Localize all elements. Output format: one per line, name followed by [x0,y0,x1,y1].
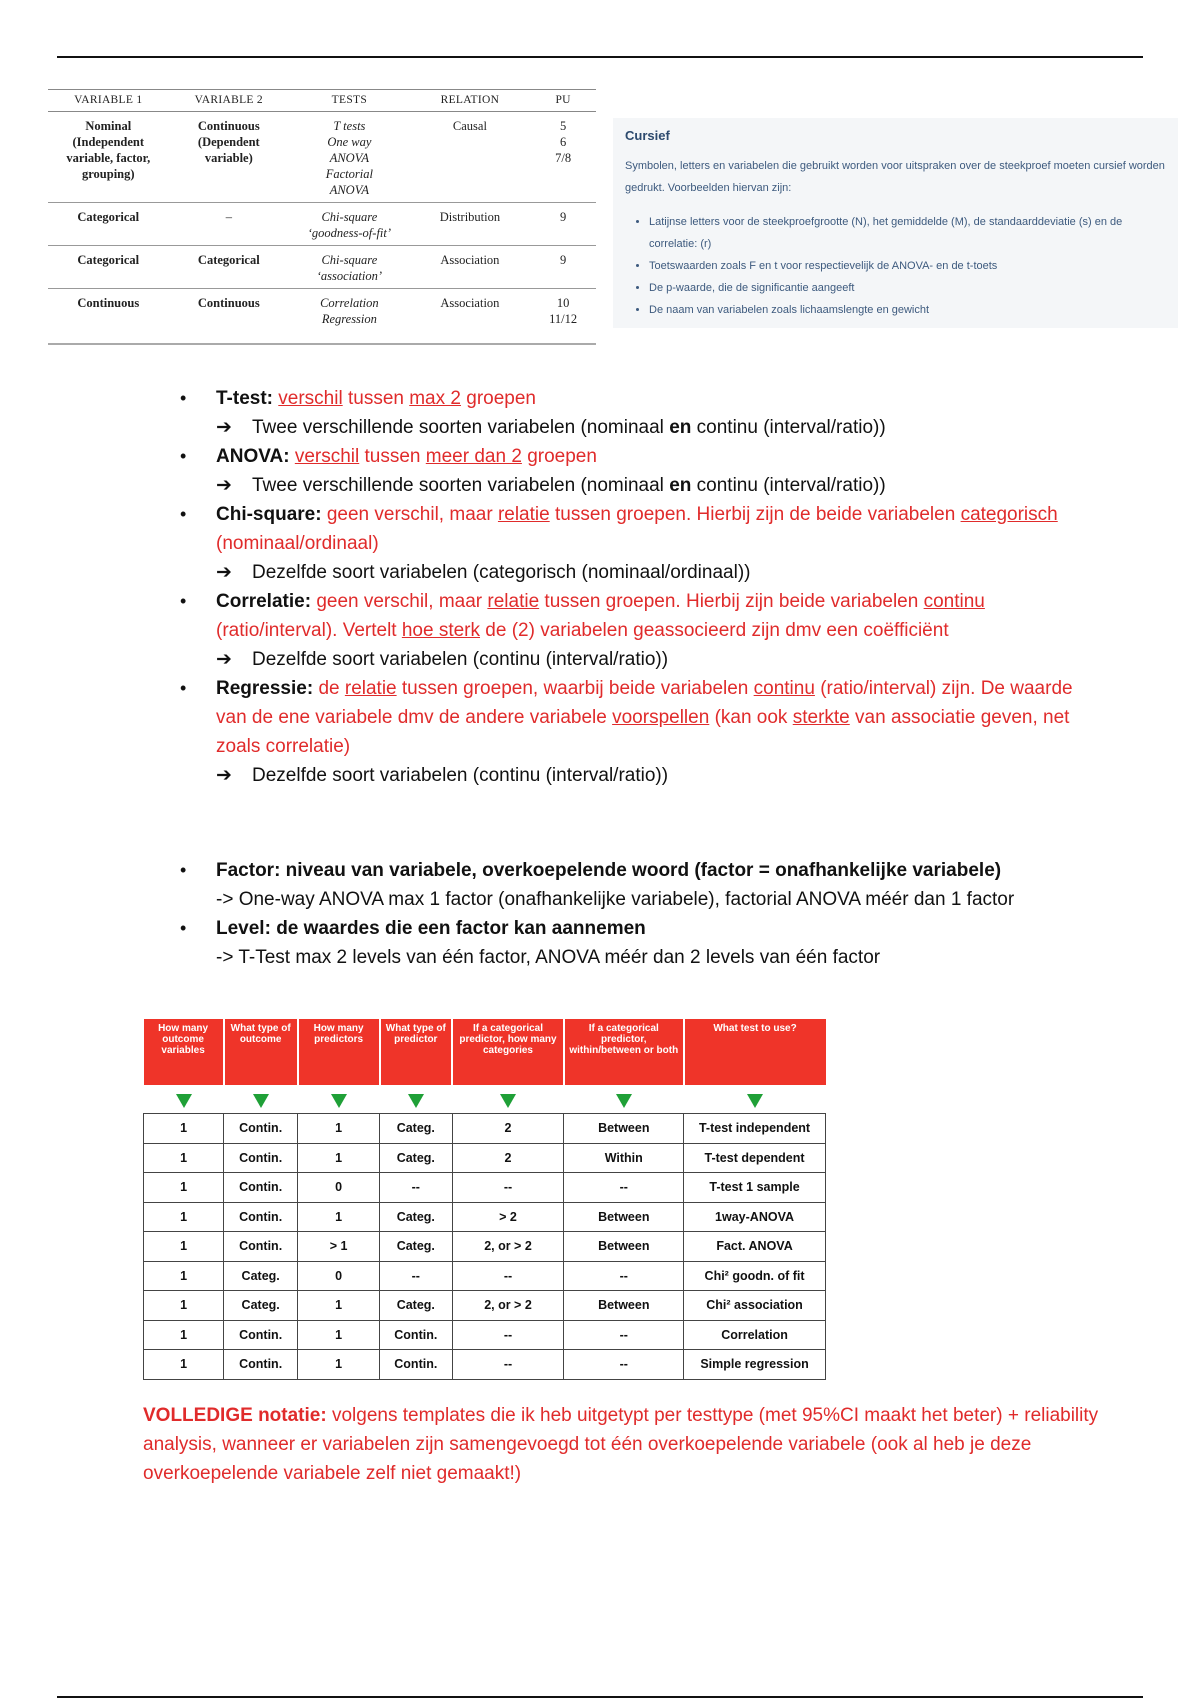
table2-cell: Contin. [224,1173,298,1203]
table2-header: How many predictors [298,1019,380,1085]
arrow-right-icon: ➔ [216,475,232,496]
table-row [144,1114,826,1144]
table1-cell: Distribution [410,203,531,246]
table2-cell: -- [380,1173,452,1203]
table2-cell: Contin. [224,1143,298,1173]
table2-cell: -- [452,1173,564,1203]
table1-cell: – [169,203,290,246]
sub-item: ➔ Twee verschillende soorten variabelen (nominaal en continu (interval/ratio)) [180,413,1080,442]
table2-cell: > 2 [452,1202,564,1232]
table2-cell: Simple regression [684,1350,826,1380]
bullet-chi-square: • Chi-square: geen verschil, maar relatie tussen groepen. Hierbij zijn de beide variabelen categorisch (nominaal/ordinaal) ➔ Dezelfde soort variabelen (categorisch (nominaal/ordinaal)) [180,500,1080,587]
bullet-anova: • ANOVA: verschil tussen meer dan 2 groepen ➔ Twee verschillende soorten variabelen (nominaal en continu (interval/ratio)) [180,442,1080,500]
arrow-right-icon: ➔ [216,649,232,670]
table2-cell: Within [564,1143,684,1173]
down-arrow-icon [224,1085,298,1114]
table-row [144,1143,826,1173]
table-row [144,1232,826,1262]
table2-cell: 2 [452,1114,564,1144]
cursief-intro: Symbolen, letters en variabelen die gebruikt worden voor uitspraken over de steekproef moeten cursief worden gedrukt. Voorbeelden hiervan zijn: [625,160,1165,194]
arrow-right-icon: ➔ [216,562,232,583]
table2-cell: Contin. [380,1320,452,1350]
sub-item: ➔ Dezelfde soort variabelen (categorisch (nominaal/ordinaal)) [180,558,1080,587]
table2-header: If a categorical predictor, how many categories [452,1019,564,1085]
table2-cell: Categ. [380,1232,452,1262]
table2-cell: Contin. [224,1232,298,1262]
table-row [144,1261,826,1291]
table2-cell: T-test independent [684,1114,826,1144]
sub-item: ➔ Dezelfde soort variabelen (continu (interval/ratio)) [180,645,1080,674]
list-item: • De p-waarde, die de significantie aangeeft [649,277,1170,299]
table2-cell: -- [564,1320,684,1350]
table2-cell: Between [564,1202,684,1232]
table1-cell: Categorical [48,246,169,289]
table1-cell: Association [410,289,531,345]
sub-item: ➔ Dezelfde soort variabelen (continu (interval/ratio)) [180,761,1080,790]
table1-cell: 9 [530,203,596,246]
table2-cell: Chi² goodn. of fit [684,1261,826,1291]
table2-cell: 2, or > 2 [452,1232,564,1262]
table2-cell: -- [564,1173,684,1203]
table-row [144,1202,826,1232]
list-item: • Latijnse letters voor de steekproefgrootte (N), het gemiddelde (M), de standaarddeviatie (s) en de correlatie: (r) [649,211,1170,255]
cursief-list [619,211,1170,321]
table1-cell: Continuous [169,289,290,345]
tests-overview-table [48,89,596,345]
table1-cell: T tests One way ANOVA Factorial ANOVA [289,112,410,203]
table2-cell: Categ. [380,1114,452,1144]
table1-cell: Causal [410,112,531,203]
down-arrow-icon [298,1085,380,1114]
table1-cell: Chi-square ‘goodness-of-fit’ [289,203,410,246]
test-selection-table-wrap [143,1019,826,1380]
table2-cell: 1way-ANOVA [684,1202,826,1232]
table-row [48,112,596,203]
table1-cell: Nominal (Independent variable, factor, grouping) [48,112,169,203]
table2-cell: Categ. [224,1261,298,1291]
table1-header: PU [530,90,596,112]
down-arrow-icon [684,1085,826,1114]
table-row [144,1320,826,1350]
list-item: • De naam van variabelen zoals lichaamslengte en gewicht [649,299,1170,321]
table2-cell: Categ. [224,1291,298,1321]
table2-cell: Contin. [224,1202,298,1232]
bullet-ttest: • T-test: verschil tussen max 2 groepen ➔ Twee verschillende soorten variabelen (nominaal en continu (interval/ratio)) [180,384,1080,442]
table1-cell: Association [410,246,531,289]
top-rule [57,56,1143,58]
table2-cell: 1 [144,1320,224,1350]
table2-cell: -- [564,1350,684,1380]
factor-explanation: -> One-way ANOVA max 1 factor (onafhankelijke variabele), factorial ANOVA méér dan 1 factor [216,889,1015,910]
table2-cell: Between [564,1232,684,1262]
table2-cell: 1 [144,1173,224,1203]
table2-cell: T-test 1 sample [684,1173,826,1203]
bullet-correlatie: • Correlatie: geen verschil, maar relatie tussen groepen. Hierbij zijn beide variabelen continu (ratio/interval). Vertelt hoe sterk de (2) variabelen geassocieerd zijn dmv een coëfficiënt ➔ Dezelfde soort variabelen (continu (interval/ratio)) [180,587,1080,674]
table1-cell: Continuous (Dependent variable) [169,112,290,203]
arrow-right-icon: ➔ [216,417,232,438]
table-row [144,1291,826,1321]
down-arrow-icon [564,1085,684,1114]
table1-header: VARIABLE 2 [169,90,290,112]
table2-cell: 1 [144,1232,224,1262]
table2-cell: 1 [144,1202,224,1232]
list-item: • Toetswaarden zoals F en t voor respectievelijk de ANOVA- en de t-toets [649,255,1170,277]
table1-header: RELATION [410,90,531,112]
factor-level-list [180,856,1080,972]
bullet-regressie: • Regressie: de relatie tussen groepen, waarbij beide variabelen continu (ratio/interval) zijn. De waarde van de ene variabele dmv de andere variabele voorspellen (kan ook sterkte van associatie geven, net zoals correlatie) ➔ Dezelfde soort variabelen (continu (interval/ratio)) [180,674,1080,790]
table1-cell: Categorical [169,246,290,289]
table2-header: What type of outcome [224,1019,298,1085]
table2-cell: Correlation [684,1320,826,1350]
table2-cell: 1 [298,1114,380,1144]
table2-cell: 1 [144,1261,224,1291]
table2-cell: Chi² association [684,1291,826,1321]
level-explanation: -> T-Test max 2 levels van één factor, ANOVA méér dan 2 levels van één factor [216,947,881,968]
down-arrow-icon [452,1085,564,1114]
volledige-notatie: VOLLEDIGE notatie: volgens templates die ik heb uitgetypt per testtype (met 95%CI maakt het beter) + reliability analysis, wanneer er variabelen zijn samengevoegd tot één overkoepelende variabele (ook al heb je deze overkoepelende variabele zelf niet gemaakt!) [143,1405,1099,1484]
table2-cell: -- [452,1261,564,1291]
table-row [48,203,596,246]
test-selection-table [143,1019,826,1380]
table2-cell: Contin. [224,1350,298,1380]
tests-bullet-list [180,384,1080,790]
table2-cell: 1 [144,1114,224,1144]
table2-header: How many outcome variables [144,1019,224,1085]
table2-cell: Categ. [380,1202,452,1232]
table2-cell: 1 [298,1291,380,1321]
bottom-rule [57,1696,1143,1698]
table2-cell: Contin. [224,1114,298,1144]
table2-header: What test to use? [684,1019,826,1085]
table2-cell: -- [452,1320,564,1350]
sub-item: ➔ Twee verschillende soorten variabelen (nominaal en continu (interval/ratio)) [180,471,1080,500]
table2-cell: > 1 [298,1232,380,1262]
table2-cell: 1 [298,1350,380,1380]
table2-header: If a categorical predictor, within/between or both [564,1019,684,1085]
table2-cell: 1 [144,1143,224,1173]
table2-cell: 1 [298,1202,380,1232]
table2-cell: T-test dependent [684,1143,826,1173]
arrow-right-icon: ➔ [216,765,232,786]
table2-cell: -- [564,1261,684,1291]
table1-header: TESTS [289,90,410,112]
table2-cell: 1 [144,1350,224,1380]
table2-cell: 1 [298,1320,380,1350]
down-arrow-icon [144,1085,224,1114]
table1-cell: 10 11/12 [530,289,596,345]
table2-cell: 0 [298,1173,380,1203]
table2-header: What type of predictor [380,1019,452,1085]
table2-cell: 1 [298,1143,380,1173]
table2-cell: Contin. [380,1350,452,1380]
table1-cell: 9 [530,246,596,289]
table2-cell: Categ. [380,1291,452,1321]
bullet-level: • Level: de waardes die een factor kan aannemen -> T-Test max 2 levels van één factor, ANOVA méér dan 2 levels van één factor [180,914,1080,972]
table1-cell: Correlation Regression [289,289,410,345]
table2-cell: 0 [298,1261,380,1291]
down-arrow-icon [380,1085,452,1114]
table2-cell: Contin. [224,1320,298,1350]
table-row [48,246,596,289]
cursief-title: Cursief [625,128,670,143]
table1-cell: 5 6 7/8 [530,112,596,203]
table1-header: VARIABLE 1 [48,90,169,112]
table-row [144,1350,826,1380]
table2-cell: 2 [452,1143,564,1173]
table-row [144,1173,826,1203]
table2-cell: Categ. [380,1143,452,1173]
table1-cell: Categorical [48,203,169,246]
bullet-factor: • Factor: niveau van variabele, overkoepelende woord (factor = onafhankelijke variabele) -> One-way ANOVA max 1 factor (onafhankelijke variabele), factorial ANOVA méér dan 1 factor [180,856,1080,914]
cursief-note [613,118,1178,328]
table2-cell: -- [380,1261,452,1291]
table2-cell: 2, or > 2 [452,1291,564,1321]
table2-cell: Between [564,1291,684,1321]
arrow-row [144,1085,826,1114]
table1-cell: Chi-square ‘association’ [289,246,410,289]
table2-cell: 1 [144,1291,224,1321]
table2-header-row [144,1019,826,1085]
table-row [48,289,596,345]
table1-cell: Continuous [48,289,169,345]
table2-cell: Fact. ANOVA [684,1232,826,1262]
table2-cell: -- [452,1350,564,1380]
table1-header-row [48,90,596,112]
table2-cell: Between [564,1114,684,1144]
